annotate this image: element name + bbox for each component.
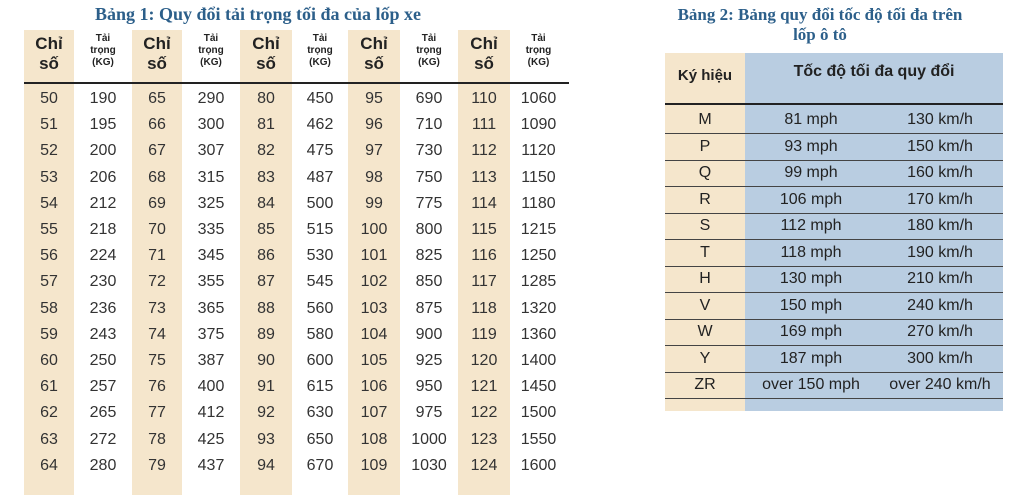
table-row	[24, 322, 569, 348]
load-index-cell: 107	[360, 404, 388, 422]
header-kg-text: (KG)	[200, 57, 222, 68]
load-kg-cell: 975	[415, 404, 443, 422]
header-chi-text: Chỉ	[35, 34, 63, 53]
load-kg-cell: 500	[306, 194, 334, 212]
table-row	[24, 427, 569, 453]
header-tai-trong	[292, 30, 348, 85]
load-index-cell: 98	[365, 168, 383, 186]
speed-mph-cell: 99 mph	[784, 164, 838, 181]
load-index-cell: 56	[40, 247, 58, 265]
speed-symbol-cell: Y	[699, 349, 711, 367]
speed-kmh-cell: 270 km/h	[907, 323, 973, 340]
load-index-cell: 77	[148, 404, 166, 422]
header-so-text: số	[256, 54, 276, 73]
load-kg-cell: 580	[306, 325, 334, 343]
load-index-cell: 92	[257, 404, 275, 422]
load-kg-cell: 1150	[521, 168, 556, 186]
load-kg-cell: 425	[197, 430, 225, 448]
table2-title-line2: lốp ô tô	[793, 25, 847, 44]
load-kg-cell: 545	[306, 273, 334, 291]
load-index-cell: 67	[148, 142, 166, 160]
table-row	[24, 269, 569, 295]
speed-symbol-cell: R	[699, 190, 711, 208]
header-chi-so	[132, 30, 182, 86]
load-index-cell: 79	[148, 456, 166, 474]
speed-symbol-cell: T	[700, 243, 710, 261]
load-kg-cell: 272	[89, 430, 117, 448]
load-index-cell: 69	[148, 194, 166, 212]
load-index-cell: 124	[470, 456, 498, 474]
speed-kmh-cell: 160 km/h	[907, 164, 973, 181]
speed-kmh-cell: 150 km/h	[907, 137, 973, 155]
load-index-cell: 78	[148, 430, 166, 448]
table-row	[665, 134, 1003, 161]
load-index-cell: 90	[257, 352, 275, 369]
load-index-cell: 60	[40, 352, 58, 369]
load-index-cell: 116	[471, 247, 497, 265]
load-kg-cell: 800	[415, 221, 443, 238]
load-index-cell: 113	[471, 168, 497, 186]
header-chi-text: Chỉ	[252, 34, 280, 53]
header-chi-so	[348, 30, 400, 86]
header-trong-text: trọng	[307, 45, 333, 56]
load-kg-cell: 243	[89, 325, 117, 343]
load-index-cell: 83	[257, 168, 275, 186]
load-kg-cell: 212	[89, 194, 117, 212]
table-row	[24, 165, 569, 191]
header-kg-text: (KG)	[309, 57, 331, 68]
load-kg-cell: 650	[306, 430, 334, 448]
header-tai-text: Tải	[203, 33, 219, 44]
load-index-cell: 95	[365, 90, 383, 107]
load-kg-cell: 750	[415, 168, 443, 186]
load-index-cell: 87	[257, 273, 275, 291]
load-kg-cell: 365	[197, 299, 225, 317]
load-index-cell: 85	[257, 221, 275, 238]
load-index-cell: 96	[365, 116, 383, 134]
table-row	[24, 86, 569, 112]
table-row	[24, 348, 569, 374]
header-chi-text: Chỉ	[143, 34, 171, 53]
table-row	[665, 319, 1003, 346]
table-row	[665, 346, 1003, 373]
load-index-cell: 73	[148, 299, 166, 317]
speed-symbol-cell: W	[697, 323, 713, 340]
header-trong-text: trọng	[416, 45, 442, 56]
table-row	[665, 187, 1003, 214]
speed-mph-cell: 169 mph	[779, 323, 843, 340]
load-index-cell: 74	[148, 325, 166, 343]
load-kg-cell: 257	[89, 378, 117, 396]
load-kg-cell: 950	[415, 378, 443, 396]
load-index-cell: 111	[471, 116, 497, 134]
load-index-cell: 100	[360, 221, 388, 238]
load-kg-cell: 437	[197, 456, 225, 474]
speed-mph-cell: 130 mph	[779, 270, 843, 287]
table-row	[24, 112, 569, 138]
header-chi-so	[24, 30, 74, 86]
header-rule	[665, 103, 1003, 105]
header-tai-text: Tải	[421, 33, 437, 44]
load-kg-cell: 730	[415, 142, 443, 160]
load-index-cell: 51	[40, 116, 58, 134]
load-index-cell: 64	[40, 456, 58, 474]
load-kg-cell: 1030	[411, 456, 447, 474]
header-chi-text: Chỉ	[470, 34, 498, 53]
load-index-cell: 66	[148, 116, 166, 134]
speed-kmh-cell: 190 km/h	[907, 243, 973, 261]
table2-title	[650, 5, 990, 45]
load-index-cell: 71	[148, 247, 166, 265]
speed-mph-cell: 150 mph	[779, 296, 843, 314]
load-index-cell: 105	[360, 352, 388, 369]
load-kg-cell: 355	[197, 273, 225, 291]
load-index-cell: 123	[470, 430, 498, 448]
load-kg-cell: 1320	[520, 299, 557, 317]
load-kg-cell: 487	[306, 168, 334, 186]
speed-symbol-cell: Q	[698, 164, 712, 181]
load-kg-cell: 250	[89, 352, 117, 369]
load-kg-cell: 560	[306, 299, 334, 317]
speed-kmh-cell: over 240 km/h	[889, 376, 991, 393]
table-row	[24, 138, 569, 164]
table-row	[24, 296, 569, 322]
speed-symbol-cell: S	[699, 217, 711, 234]
speed-rating-table	[665, 53, 1003, 411]
load-index-cell: 54	[40, 194, 58, 212]
load-kg-cell: 1060	[520, 90, 557, 107]
speed-kmh-cell: 180 km/h	[907, 217, 973, 234]
load-kg-cell: 515	[306, 221, 334, 238]
load-kg-cell: 200	[89, 142, 117, 160]
header-tai-text: Tải	[531, 33, 546, 44]
load-kg-cell: 224	[89, 247, 117, 265]
speed-mph-cell: 187 mph	[779, 349, 843, 367]
load-kg-cell: 265	[89, 404, 117, 422]
header-kg-text: (KG)	[527, 57, 550, 68]
header-chi-text: Chỉ	[360, 34, 388, 53]
load-index-cell: 89	[257, 325, 275, 343]
load-index-cell: 76	[148, 378, 166, 396]
table-row	[24, 191, 569, 217]
header-tai-trong	[400, 30, 458, 85]
load-index-cell: 114	[471, 194, 497, 212]
load-kg-cell: 710	[415, 116, 443, 134]
header-so-text: số	[364, 54, 384, 73]
load-index-cell: 86	[257, 247, 275, 265]
header-tai-trong	[74, 30, 132, 85]
load-kg-cell: 670	[306, 456, 334, 474]
load-index-cell: 102	[360, 273, 388, 291]
header-chi-so	[240, 30, 292, 86]
load-kg-cell: 236	[89, 299, 117, 317]
speed-mph-cell: 106 mph	[779, 190, 843, 208]
load-kg-cell: 387	[197, 352, 225, 369]
table-row	[665, 160, 1003, 187]
load-kg-cell: 1360	[520, 325, 557, 343]
header-rule	[24, 82, 569, 84]
speed-symbol-cell: P	[699, 137, 711, 155]
header-trong-text: trọng	[198, 45, 224, 56]
speed-kmh-cell: 170 km/h	[907, 190, 973, 208]
load-index-cell: 70	[148, 221, 166, 238]
load-index-cell: 88	[257, 299, 275, 317]
load-kg-cell: 1550	[520, 430, 557, 448]
load-kg-cell: 1180	[521, 194, 556, 212]
load-index-cell: 117	[471, 273, 497, 291]
header-tai-trong	[182, 30, 240, 85]
load-index-cell: 106	[360, 378, 388, 396]
header-so-text: số	[147, 54, 167, 73]
table-row	[24, 243, 569, 269]
speed-mph-cell: 118 mph	[780, 243, 842, 261]
load-index-table	[24, 30, 569, 495]
load-index-cell: 118	[471, 299, 497, 317]
header-tai-text: Tải	[95, 33, 111, 44]
header-so-text: số	[474, 54, 494, 73]
load-index-cell: 112	[471, 142, 497, 160]
load-kg-cell: 1090	[520, 116, 557, 134]
load-index-cell: 62	[40, 404, 58, 422]
load-index-cell: 55	[40, 221, 58, 238]
load-kg-cell: 462	[306, 116, 334, 134]
load-index-cell: 84	[257, 194, 275, 212]
load-index-cell: 103	[360, 299, 388, 317]
load-kg-cell: 375	[197, 325, 225, 343]
table-row	[665, 107, 1003, 134]
load-index-cell: 68	[148, 168, 166, 186]
table-row	[24, 400, 569, 426]
load-kg-cell: 1600	[520, 456, 557, 474]
header-trong-text: trọng	[525, 45, 552, 56]
load-kg-cell: 1285	[520, 273, 557, 291]
load-kg-cell: 615	[306, 378, 334, 396]
load-kg-cell: 206	[89, 168, 117, 186]
load-index-cell: 80	[257, 90, 275, 107]
table-row	[665, 213, 1003, 240]
load-kg-cell: 190	[89, 90, 117, 107]
table-row	[24, 217, 569, 243]
load-kg-cell: 280	[89, 456, 117, 474]
load-kg-cell: 300	[197, 116, 225, 134]
load-kg-cell: 307	[197, 142, 225, 160]
header-tai-trong	[510, 30, 567, 85]
load-kg-cell: 1000	[411, 430, 447, 448]
load-kg-cell: 925	[415, 352, 443, 369]
load-kg-cell: 630	[306, 404, 334, 422]
load-kg-cell: 475	[306, 142, 334, 160]
speed-mph-cell: 81 mph	[784, 111, 838, 128]
load-index-cell: 53	[40, 168, 58, 186]
load-kg-cell: 775	[415, 194, 443, 212]
load-index-cell: 65	[148, 90, 166, 107]
load-kg-cell: 325	[197, 194, 225, 212]
load-kg-cell: 825	[415, 247, 443, 265]
table-row	[24, 374, 569, 400]
load-kg-cell: 335	[197, 221, 225, 238]
load-index-cell: 109	[360, 456, 388, 474]
table-row	[24, 453, 569, 479]
speed-kmh-cell: 130 km/h	[907, 111, 973, 128]
load-index-cell: 97	[365, 142, 383, 160]
load-index-cell: 121	[470, 378, 498, 396]
speed-mph-cell: over 150 mph	[762, 376, 860, 393]
speed-symbol-cell: M	[698, 111, 712, 128]
table1-title: Bảng 1: Quy đổi tải trọng tối đa của lốp xe	[95, 4, 422, 24]
header-toc-do: Tốc độ tối đa quy đổi	[793, 63, 955, 80]
header-kg-text: (KG)	[92, 57, 114, 68]
load-index-cell: 122	[470, 404, 498, 422]
header-trong-text: trọng	[90, 45, 116, 56]
speed-mph-cell: 93 mph	[784, 137, 838, 155]
header-so-text: số	[39, 54, 59, 73]
load-index-cell: 115	[471, 221, 497, 238]
speed-mph-cell: 112 mph	[780, 217, 842, 234]
header-kg-text: (KG)	[418, 57, 440, 68]
load-index-cell: 59	[40, 325, 58, 343]
load-kg-cell: 530	[306, 247, 334, 265]
load-index-cell: 52	[40, 142, 58, 160]
load-index-cell: 119	[471, 325, 497, 343]
load-kg-cell: 1250	[520, 247, 557, 265]
speed-symbol-cell: V	[699, 296, 711, 314]
load-kg-cell: 290	[197, 90, 225, 107]
table2-title-line1: Bảng 2: Bảng quy đổi tốc độ tối đa trên	[677, 5, 963, 24]
header-chi-so	[458, 30, 510, 86]
load-index-cell: 101	[360, 247, 388, 265]
load-index-cell: 110	[471, 90, 497, 107]
table-row	[665, 240, 1003, 267]
load-kg-cell: 450	[306, 90, 334, 107]
load-kg-cell: 850	[415, 273, 443, 291]
load-index-cell: 120	[470, 352, 498, 369]
load-index-cell: 104	[360, 325, 388, 343]
load-index-cell: 61	[40, 378, 58, 396]
speed-symbol-cell: ZR	[694, 376, 716, 393]
table-row	[665, 372, 1003, 399]
load-index-cell: 91	[257, 378, 275, 396]
header-ky-hieu: Ký hiệu	[677, 67, 733, 84]
load-index-cell: 58	[40, 299, 58, 317]
speed-symbol-cell: H	[699, 270, 711, 287]
load-kg-cell: 690	[415, 90, 443, 107]
load-index-cell: 57	[40, 273, 58, 291]
load-index-cell: 50	[40, 90, 58, 107]
load-kg-cell: 1450	[520, 378, 557, 396]
speed-kmh-cell: 210 km/h	[907, 270, 973, 287]
load-kg-cell: 600	[306, 352, 334, 369]
load-index-cell: 108	[360, 430, 388, 448]
table-row	[665, 266, 1003, 293]
speed-kmh-cell: 300 km/h	[907, 349, 973, 367]
load-kg-cell: 400	[197, 378, 225, 396]
load-index-cell: 93	[257, 430, 275, 448]
table-row	[665, 293, 1003, 320]
load-kg-cell: 1400	[520, 352, 557, 369]
load-kg-cell: 230	[89, 273, 117, 291]
load-index-cell: 94	[257, 456, 275, 474]
header-tai-text: Tải	[312, 33, 328, 44]
load-kg-cell: 315	[197, 168, 225, 186]
load-kg-cell: 412	[197, 404, 225, 422]
load-index-cell: 63	[40, 430, 58, 448]
load-index-cell: 72	[148, 273, 166, 291]
load-kg-cell: 1215	[520, 221, 557, 238]
load-kg-cell: 875	[415, 299, 443, 317]
load-index-cell: 75	[148, 352, 166, 369]
load-index-cell: 82	[257, 142, 275, 160]
load-index-cell: 81	[257, 116, 275, 134]
load-kg-cell: 900	[415, 325, 443, 343]
load-kg-cell: 1120	[521, 142, 556, 160]
load-index-cell: 99	[365, 194, 383, 212]
load-kg-cell: 1500	[520, 404, 557, 422]
load-kg-cell: 345	[197, 247, 225, 265]
load-kg-cell: 195	[89, 116, 117, 134]
speed-kmh-cell: 240 km/h	[907, 296, 973, 314]
load-kg-cell: 218	[89, 221, 117, 238]
